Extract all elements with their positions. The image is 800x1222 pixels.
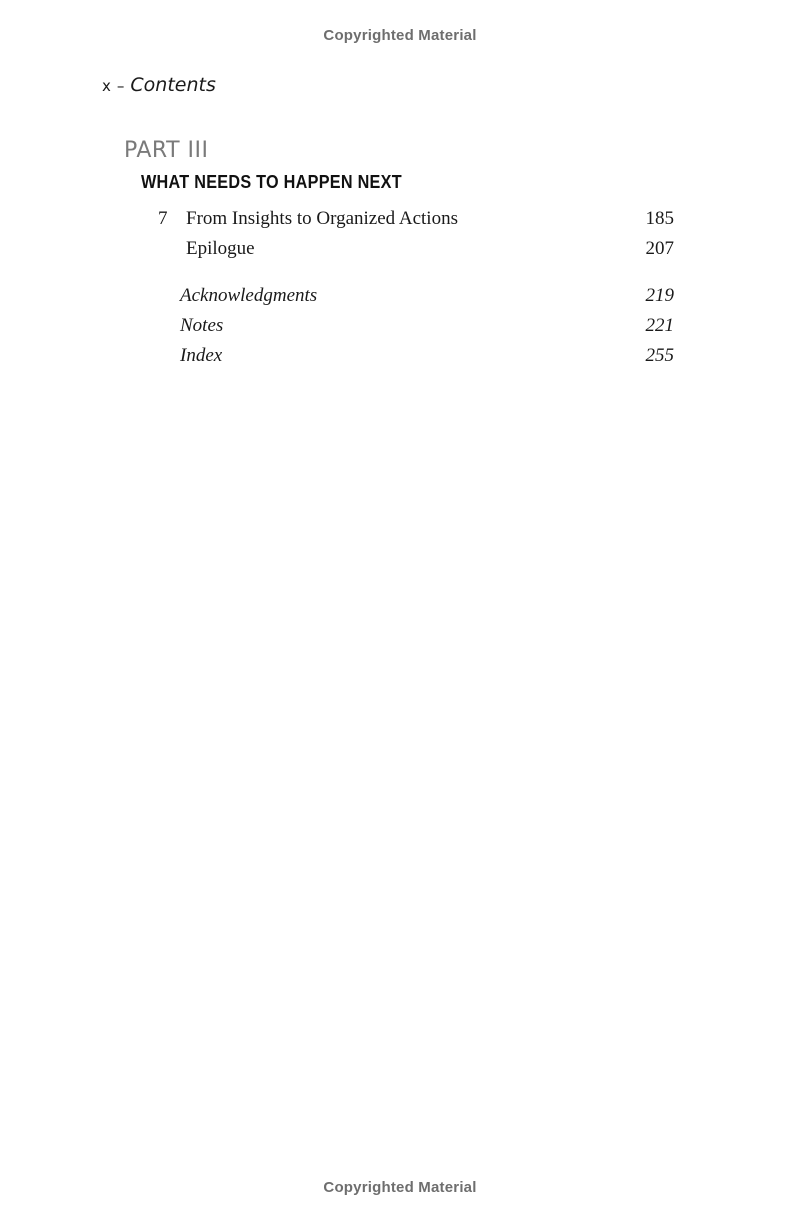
back-matter-title: Index	[180, 345, 223, 366]
toc-entry-chapter-7[interactable]	[0, 208, 800, 236]
toc-entry-acknowledgments[interactable]	[0, 285, 800, 313]
page-number: 221	[645, 315, 674, 336]
chapter-number: 7	[158, 208, 168, 229]
toc-entry-index[interactable]	[0, 345, 800, 373]
page-folio: x	[102, 77, 111, 95]
page-number: 185	[645, 208, 674, 229]
page-number: 255	[645, 345, 674, 366]
toc-entry-notes[interactable]	[0, 315, 800, 343]
running-head-separator: –	[116, 77, 125, 95]
copyright-watermark-bottom: Copyrighted Material	[323, 1179, 477, 1196]
back-matter-title: Acknowledgments	[180, 285, 318, 306]
part-label: PART III	[124, 138, 209, 163]
chapter-title: Epilogue	[186, 238, 255, 259]
part-title: WHAT NEEDS TO HAPPEN NEXT	[141, 172, 402, 192]
chapter-title: From Insights to Organized Actions	[186, 208, 458, 229]
toc-entry-epilogue[interactable]	[0, 238, 800, 266]
page-number: 219	[645, 285, 674, 306]
back-matter-title: Notes	[180, 315, 224, 336]
page-number: 207	[645, 238, 674, 259]
running-head-title: Contents	[130, 74, 216, 96]
running-head	[102, 74, 216, 96]
copyright-watermark-top: Copyrighted Material	[323, 27, 477, 44]
